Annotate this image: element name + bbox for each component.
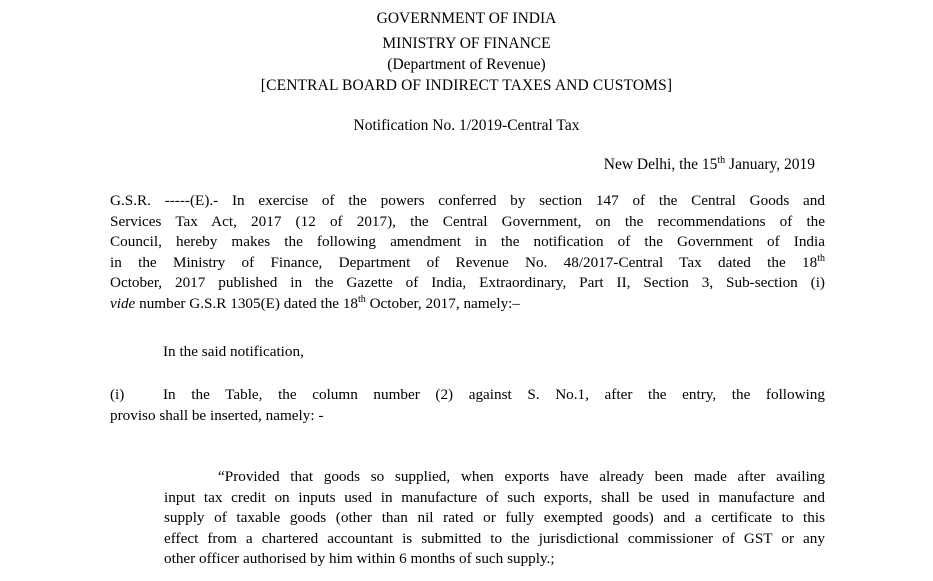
header-department: (Department of Revenue) xyxy=(387,56,546,73)
proviso-line: other officer authorised by him within 6 months of such supply.; xyxy=(164,550,555,568)
proviso-paragraph xyxy=(110,467,825,570)
main-paragraph-line xyxy=(110,294,825,315)
main-paragraph-line: G.S.R. -----(E).- In exercise of the powers conferred by section 147 of the Central Goods and xyxy=(110,192,825,209)
main-paragraph-text: October, 2017, namely:– xyxy=(365,294,520,312)
header-government: GOVERNMENT OF INDIA xyxy=(376,10,557,27)
dateline-suffix: January, 2019 xyxy=(725,156,815,173)
item-i-text: In the Table, the column number (2) against S. No.1, after the entry, the following xyxy=(163,386,825,403)
header-board: [CENTRAL BOARD OF INDIRECT TAXES AND CUSTOMS] xyxy=(260,77,673,94)
main-paragraph-text: number G.S.R 1305(E) dated the 18 xyxy=(135,294,359,312)
main-paragraph-line: Services Tax Act, 2017 (12 of 2017), the Central Government, on the recommendations of the xyxy=(110,212,825,230)
dateline-sup: th xyxy=(717,154,726,166)
item-i-number: (i) xyxy=(110,386,125,403)
vide-italic: vide xyxy=(110,294,136,312)
main-paragraph-line: October, 2017 published in the Gazette of India, Extraordinary, Part II, Section 3, Sub-section (i) xyxy=(110,274,825,292)
proviso-line: supply of taxable goods (other than nil rated or fully exempted goods) and a certificate to this xyxy=(164,509,825,527)
main-paragraph xyxy=(110,191,825,315)
item-i-line xyxy=(110,385,825,406)
main-paragraph-sup: th xyxy=(817,252,825,264)
dateline-prefix: New Delhi, the 15 xyxy=(603,156,718,173)
proviso-line: “Provided that goods so supplied, when exports have already been made after availing xyxy=(218,468,825,485)
item-i-line: proviso shall be inserted, namely: - xyxy=(110,406,324,424)
main-paragraph-sup: th xyxy=(358,293,366,305)
main-paragraph-line xyxy=(110,253,825,274)
header-ministry: MINISTRY OF FINANCE xyxy=(382,35,551,52)
main-paragraph-text: in the Ministry of Finance, Department of Revenue No. 48/2017-Central Tax dated the 18 xyxy=(110,253,818,271)
item-i xyxy=(110,385,825,426)
said-notification: In the said notification, xyxy=(163,343,304,360)
notification-number: Notification No. 1/2019-Central Tax xyxy=(353,117,580,134)
main-paragraph-line: Council, hereby makes the following amendment in the notification of the Government of India xyxy=(110,233,825,251)
dateline xyxy=(604,155,815,175)
proviso-line: input tax credit on inputs used in manufacture of such exports, shall be used in manufacture and xyxy=(164,488,825,506)
proviso-line: effect from a chartered accountant is submitted to the jurisdictional commissioner of GST or any xyxy=(164,529,825,547)
